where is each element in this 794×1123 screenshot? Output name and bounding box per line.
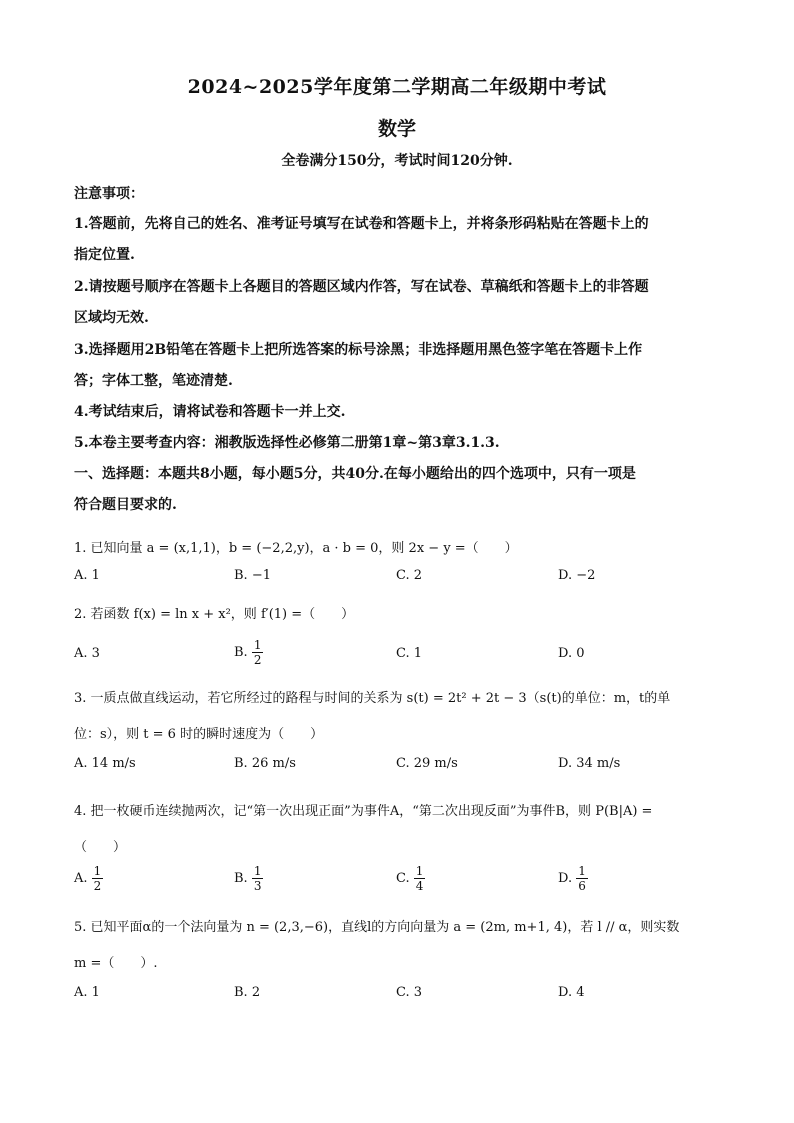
q4-option-c[interactable]: [396, 864, 425, 893]
q3-option-b[interactable]: B. 26 m/s: [234, 756, 296, 771]
q1-option-d[interactable]: D. −2: [558, 568, 596, 583]
q3-option-c[interactable]: C. 29 m/s: [396, 756, 458, 771]
note-4: 4.考试结束后，请将试卷和答题卡一并上交.: [74, 404, 346, 420]
question-2-stem: 2. 若函数 f(x) = ln x + x²，则 f′(1) =（ ）: [74, 607, 355, 622]
q4-option-d-fraction: [576, 864, 588, 893]
q5-option-c[interactable]: C. 3: [396, 985, 423, 1000]
fraction-denominator: 2: [93, 879, 102, 893]
question-1-stem: 1. 已知向量 a = (x,1,1)，b = (−2,2,y)，a · b = 0，则 2x − y =（ ）: [74, 541, 518, 556]
q2-option-c[interactable]: C. 1: [396, 646, 423, 661]
q4-option-c-fraction: [414, 864, 426, 893]
q3-option-d[interactable]: D. 34 m/s: [558, 756, 621, 771]
q5-option-d[interactable]: D. 4: [558, 985, 585, 1000]
q4-option-b-fraction: [252, 864, 264, 893]
q4-option-d[interactable]: [558, 864, 588, 893]
fraction-denominator: 6: [578, 879, 586, 893]
fraction-numerator: 1: [93, 864, 102, 878]
q2-option-b[interactable]: [234, 638, 263, 667]
q4-option-b[interactable]: [234, 864, 263, 893]
q2-option-b-fraction: [252, 638, 264, 667]
note-1b: 指定位置.: [74, 247, 135, 263]
q2-option-b-letter: B.: [234, 645, 248, 660]
note-3a: 3.选择题用2B铅笔在答题卡上把所选答案的标号涂黑；非选择题用黑色签字笔在答题卡上作: [74, 342, 643, 358]
q1-option-b[interactable]: B. −1: [234, 568, 271, 583]
question-5-stem-b: m =（ ）.: [74, 956, 158, 971]
fraction-denominator: 4: [415, 879, 424, 893]
q4-option-a-letter: A.: [74, 871, 88, 886]
notes-heading: 注意事项：: [74, 186, 144, 202]
q5-option-a[interactable]: A. 1: [74, 985, 100, 1000]
q1-option-c[interactable]: C. 2: [396, 568, 423, 583]
note-1a: 1.答题前，先将自己的姓名、准考证号填写在试卷和答题卡上，并将条形码粘贴在答题卡上的: [74, 216, 649, 232]
fraction-numerator: 1: [415, 864, 424, 878]
question-4-stem-a: 4. 把一枚硬币连续抛两次，记“第一次出现正面”为事件A，“第二次出现反面”为事件B，则 P(B|A) =: [74, 804, 653, 819]
exam-title: 2024~2025学年度第二学期高二年级期中考试: [187, 76, 607, 98]
q4-option-a-fraction: [92, 864, 104, 893]
question-5-stem-a: 5. 已知平面α的一个法向量为 n = (2,3,−6)，直线l的方向向量为 a = (2m, m+1, 4)，若 l // α，则实数: [74, 920, 680, 935]
question-3-stem-b: 位：s），则 t = 6 时的瞬时速度为（ ）: [74, 727, 324, 742]
question-4-stem-b: （ ）: [74, 840, 127, 855]
note-3b: 答；字体工整，笔迹清楚.: [74, 373, 233, 389]
q4-option-d-letter: D.: [558, 871, 573, 886]
fraction-denominator: 3: [253, 879, 262, 893]
note-5: 5.本卷主要考查内容：湘教版选择性必修第二册第1章~第3章3.1.3.: [74, 435, 500, 451]
fraction-numerator: 1: [253, 864, 262, 878]
section-heading-a: 一、选择题：本题共8小题，每小题5分，共40分.在每小题给出的四个选项中，只有一项是: [74, 466, 636, 482]
q4-option-a[interactable]: [74, 864, 103, 893]
q4-option-c-letter: C.: [396, 871, 410, 886]
q2-option-a[interactable]: A. 3: [74, 646, 100, 661]
q3-option-a[interactable]: A. 14 m/s: [74, 756, 136, 771]
exam-info: 全卷满分150分，考试时间120分钟.: [281, 153, 513, 169]
fraction-denominator: 2: [253, 653, 262, 667]
q2-option-d[interactable]: D. 0: [558, 646, 585, 661]
subject-title: 数学: [377, 118, 416, 140]
q4-option-b-letter: B.: [234, 871, 248, 886]
note-2a: 2.请按题号顺序在答题卡上各题目的答题区域内作答，写在试卷、草稿纸和答题卡上的非答题: [74, 279, 649, 295]
fraction-numerator: 1: [578, 864, 586, 878]
section-heading-b: 符合题目要求的.: [74, 497, 177, 513]
question-3-stem-a: 3. 一质点做直线运动，若它所经过的路程与时间的关系为 s(t) = 2t² + 2t − 3（s(t)的单位：m，t的单: [74, 691, 671, 706]
q5-option-b[interactable]: B. 2: [234, 985, 261, 1000]
note-2b: 区域均无效.: [74, 310, 149, 326]
q1-option-a[interactable]: A. 1: [74, 568, 100, 583]
fraction-numerator: 1: [253, 638, 262, 652]
